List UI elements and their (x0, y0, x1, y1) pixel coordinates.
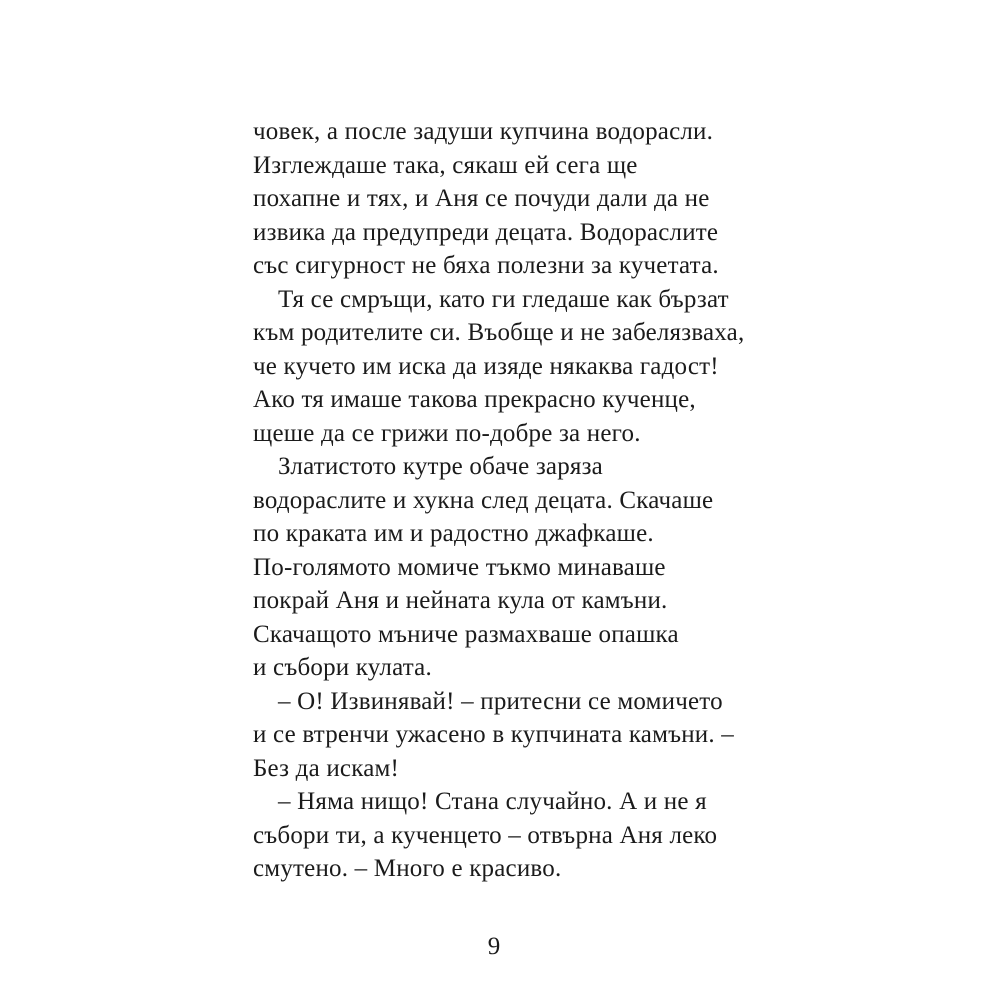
paragraph (253, 685, 813, 786)
page-number: 9 (487, 933, 501, 960)
text-line: щеше да се грижи по-добре за него. (253, 419, 641, 447)
text-line: Скачащото мъниче размахваше опашка (253, 620, 679, 648)
text-line: похапне и тях, и Аня се почуди дали да не (253, 185, 710, 212)
paragraph (253, 785, 813, 886)
page-text (253, 115, 813, 886)
text-line: покрай Аня и нейната кула от камъни. (253, 587, 668, 614)
text-line: – О! Извинявай! – притесни се момичето (278, 687, 723, 715)
text-line: – Няма нищо! Стана случайно. А и не я (278, 788, 707, 815)
text-line: Изглеждаше така, сякаш ей сега ще (253, 151, 638, 179)
text-line: човек, а после задуши купчина водорасли. (253, 118, 714, 145)
text-line: извика да предупреди децата. Водораслите (253, 218, 719, 246)
text-line: и се втренчи ужасено в купчината камъни. – (253, 721, 734, 748)
text-line: По-голямото момиче тъкмо минаваше (253, 553, 666, 581)
text-line: и събори кулата. (253, 654, 432, 681)
paragraph (253, 450, 813, 685)
paragraph (253, 283, 813, 451)
text-line: Тя се смръщи, като ги гледаше как бързат (278, 285, 729, 313)
text-line: Ако тя имаше такова прекрасно кученце, (253, 386, 696, 413)
text-line: Златистото кутре обаче заряза (278, 453, 603, 480)
text-line: че кучето им иска да изяде някаква гадост! (253, 352, 719, 380)
text-line: по краката им и радостно джафкаше. (253, 520, 654, 547)
text-line: събори ти, а кученцето – отвърна Аня леко (253, 821, 718, 849)
text-line: водораслите и хукна след децата. Скачаше (253, 486, 714, 514)
text-line: към родителите си. Въобще и не забелязваха, (253, 319, 745, 346)
paragraph (253, 115, 813, 283)
text-line: Без да искам! (253, 754, 400, 782)
text-line: със сигурност не бяха полезни за кучетата. (253, 252, 719, 279)
text-line: смутено. – Много е красиво. (253, 855, 562, 882)
